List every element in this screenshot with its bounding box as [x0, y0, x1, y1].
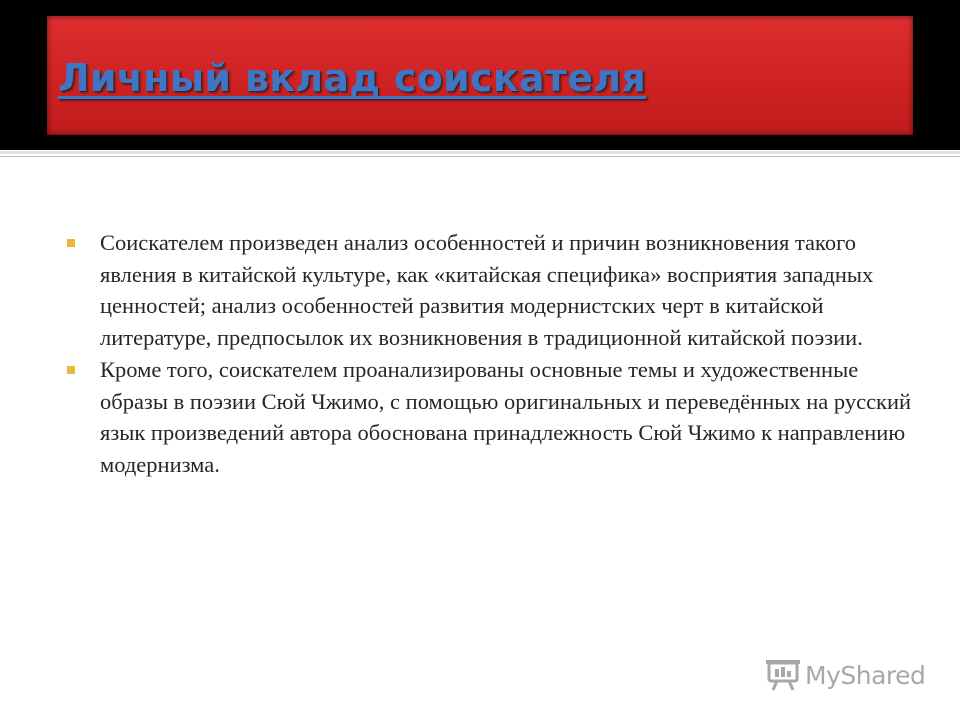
square-bullet-icon	[67, 239, 75, 247]
bullet-list	[64, 227, 924, 480]
watermark-logo	[766, 658, 925, 692]
square-bullet-icon	[67, 366, 75, 374]
bullet-item	[64, 227, 924, 353]
bullet-text: Кроме того, соискателем проанализированы основные темы и художественные образы в поэзии Сюй Чжимо, с помощью оригинальных и переведённых на русский язык произведений автора обоснована принадлежность Сюй Чжимо к направлению модернизма.	[100, 357, 912, 477]
header-divider-thin	[0, 156, 960, 157]
slide-title: Личный вклад соискателя	[58, 56, 647, 100]
bullet-text: Соискателем произведен анализ особенностей и причин возникновения такого явления в китайской культуре, как «китайская специфика» восприятия западных ценностей; анализ особенностей развития модернистских черт в китайской литературе, предпосылок их возникновения в традиционной китайской поэзии.	[100, 230, 874, 350]
watermark-text: MyShared	[805, 660, 926, 690]
presentation-board-icon	[766, 659, 800, 691]
bullet-item	[64, 354, 924, 480]
header-divider	[0, 151, 960, 154]
